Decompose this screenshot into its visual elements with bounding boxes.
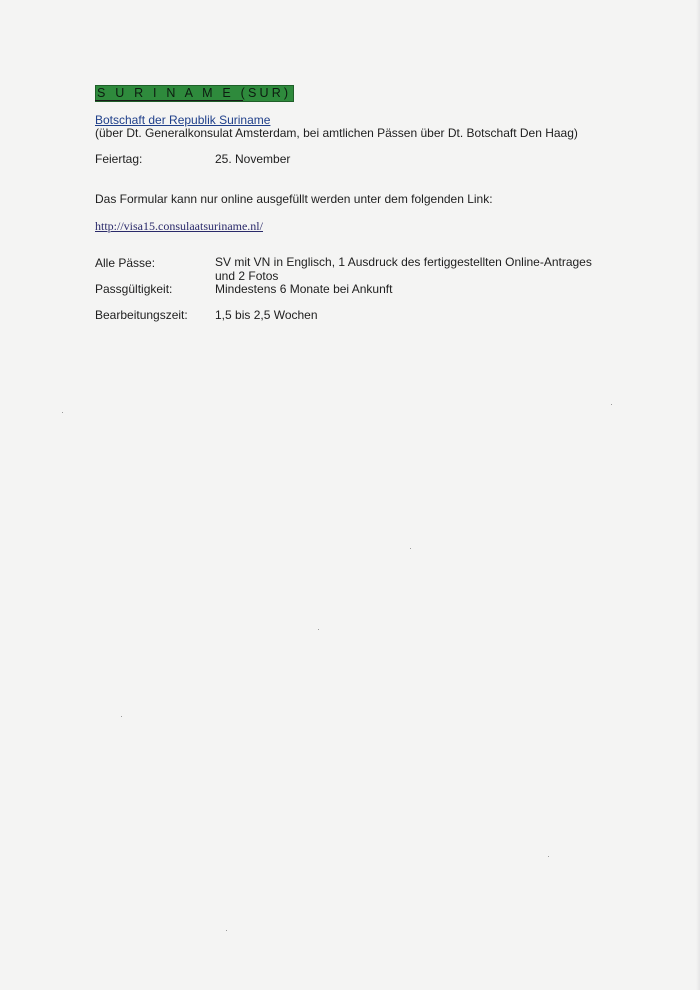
page-edge-shadow [696,0,700,990]
scan-speck [548,856,549,857]
scan-speck [121,716,122,717]
scan-speck [226,930,227,931]
processing-label: Bearbeitungszeit: [95,308,188,322]
holiday-value: 25. November [215,152,291,166]
embassy-note: (über Dt. Generalkonsulat Amsterdam, bei amtlichen Pässen über Dt. Botschaft Den Haag) [95,126,578,140]
passports-value-line1: SV mit VN in Englisch, 1 Ausdruck des fertiggestellten Online-Antrages [215,255,592,269]
passports-value-line2: und 2 Fotos [215,269,279,283]
holiday-label: Feiertag: [95,152,143,166]
form-instructions: Das Formular kann nur online ausgefüllt werden unter dem folgenden Link: [95,192,493,206]
country-title: S U R I N A M E (SUR) [95,85,294,102]
validity-value: Mindestens 6 Monate bei Ankunft [215,282,393,296]
title-underline [95,100,243,101]
passports-label: Alle Pässe: [95,256,156,270]
scan-speck [318,629,319,630]
scan-speck [62,412,63,413]
validity-label: Passgültigkeit: [95,282,173,296]
scan-speck [611,404,612,405]
application-link[interactable]: http://visa15.consulaatsuriname.nl/ [95,219,263,233]
embassy-name: Botschaft der Republik Suriname [95,113,271,127]
processing-value: 1,5 bis 2,5 Wochen [215,308,318,322]
scan-speck [410,548,411,549]
